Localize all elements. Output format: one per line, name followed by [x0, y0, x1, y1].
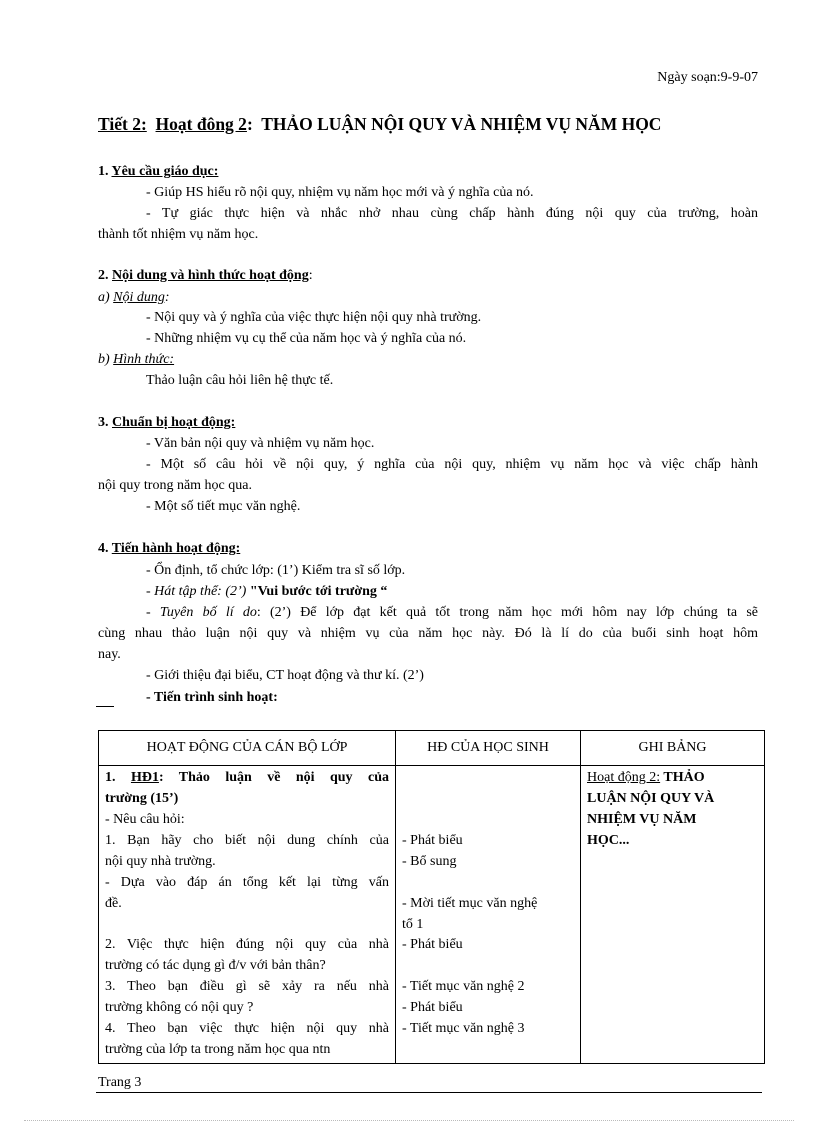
section-4-line	[146, 605, 758, 621]
cell-line: - Phát biểu	[402, 1000, 463, 1015]
section-1-line: - Giúp HS hiểu rõ nội quy, nhiệm vụ năm học mới và ý nghĩa của nó.	[146, 185, 534, 200]
section-4-line: - Ổn định, tổ chức lớp: (1’) Kiểm tra sĩ số lớp.	[146, 563, 406, 578]
cell-line	[587, 770, 705, 786]
student-activity-cell	[396, 766, 581, 1064]
table-header-row	[99, 731, 765, 766]
hd1-title: : Thảo luận về nội quy của	[158, 770, 389, 785]
reason-label: - Tuyên bố lí do	[146, 605, 257, 620]
cell-line: HỌC...	[587, 833, 630, 848]
cell-line: nội quy nhà trường.	[105, 854, 216, 869]
cell-line: - Tiết mục văn nghệ 2	[402, 979, 525, 994]
title-colon: :	[246, 114, 253, 134]
section-2b-title: Hình thức:	[113, 352, 175, 367]
cell-line: 1. Bạn hãy cho biết nội dung chính của	[105, 833, 389, 848]
activity-table	[98, 730, 765, 1064]
section-4-line	[146, 584, 387, 600]
section-2-number: 2.	[98, 268, 109, 283]
board-activity-label: Hoạt động 2:	[587, 770, 661, 785]
table-header-cell: GHI BẢNG	[581, 731, 765, 766]
section-1-heading	[98, 164, 218, 180]
reason-text: : (2’) Để lớp đạt kết quả tốt trong năm học mới hôm nay lớp chúng ta sẽ	[256, 605, 758, 620]
cell-line: - Tiết mục văn nghệ 3	[402, 1021, 525, 1036]
section-4-line: - Giới thiệu đại biểu, CT hoạt động và thư kí. (2’)	[146, 668, 424, 683]
section-4-number: 4.	[98, 541, 109, 556]
section-2a-label	[98, 290, 170, 306]
cell-line: NHIỆM VỤ NĂM	[587, 812, 697, 827]
hd1-number: 1.	[105, 770, 116, 785]
table-row	[99, 766, 765, 1064]
cell-line: trường của lớp ta trong năm học qua ntn	[105, 1042, 331, 1057]
teacher-activity-cell	[99, 766, 396, 1064]
cell-line: tổ 1	[402, 917, 424, 932]
cell-line: LUẬN NỘI QUY VÀ	[587, 791, 715, 806]
cell-line: - Mời tiết mục văn nghệ	[402, 896, 538, 911]
section-3-heading	[98, 415, 235, 431]
section-2b-label	[98, 352, 174, 368]
table-header-cell: HOẠT ĐỘNG CỦA CÁN BỘ LỚP	[99, 731, 396, 766]
section-2-heading	[98, 268, 313, 284]
section-2a-line: - Những nhiệm vụ cụ thể của năm học và ý nghĩa của nó.	[146, 331, 467, 346]
section-3-line: - Một số câu hỏi về nội quy, ý nghĩa của nội quy, nhiệm vụ năm học và việc chấp hành	[146, 457, 758, 472]
cell-line: - Phát biểu	[402, 937, 463, 952]
section-2a-prefix: a)	[98, 290, 110, 305]
song-title: "Vui bước tới trường “	[249, 584, 388, 599]
board-activity-title: THẢO	[660, 770, 705, 785]
section-2-colon: :	[308, 268, 313, 283]
margin-dash	[96, 706, 114, 707]
activity-label: Hoạt đông 2	[155, 114, 247, 134]
cell-line: - Nêu câu hỏi:	[105, 812, 185, 827]
cell-line: trường có tác dụng gì đ/v với bản thân?	[105, 958, 326, 973]
page-number: Trang 3	[98, 1075, 142, 1090]
section-1-line: - Tự giác thực hiện và nhắc nhở nhau cùng chấp hành đúng nội quy của trường, hoàn	[146, 206, 758, 221]
section-1-number: 1.	[98, 164, 109, 179]
cell-line: trường không có nội quy ?	[105, 1000, 254, 1015]
section-2a-title: Nội dung	[113, 290, 165, 305]
hd1-label: HĐ1	[130, 770, 159, 785]
cell-line: - Dựa vào đáp án tổng kết lại từng vấn	[105, 875, 389, 890]
section-3-number: 3.	[98, 415, 109, 430]
preparation-date: Ngày soạn:9-9-07	[657, 70, 758, 85]
section-4-line: - Tiến trình sinh hoạt:	[146, 690, 278, 705]
cell-line: 3. Theo bạn điều gì sẽ xảy ra nếu nhà	[105, 979, 389, 994]
section-3-line: nội quy trong năm học qua.	[98, 478, 252, 493]
section-2b-prefix: b)	[98, 352, 110, 367]
board-notes-cell	[581, 766, 765, 1064]
cell-line: - Bổ sung	[402, 854, 457, 869]
lesson-topic: THẢO LUẬN NỘI QUY VÀ NHIỆM VỤ NĂM HỌC	[261, 114, 662, 134]
section-4-title: Tiến hành hoạt động:	[111, 541, 241, 556]
group-singing-label: - Hát tập thể: (2’)	[146, 584, 250, 599]
lesson-number: Tiết 2:	[98, 114, 147, 134]
section-3-line: - Văn bản nội quy và nhiệm vụ năm học.	[146, 436, 375, 451]
section-2a-line: - Nội quy và ý nghĩa của việc thực hiện nội quy nhà trường.	[146, 310, 482, 325]
section-2a-colon: :	[164, 290, 170, 305]
section-3-line: - Một số tiết mục văn nghệ.	[146, 499, 301, 514]
section-2b-line: Thảo luận câu hỏi liên hệ thực tế.	[146, 373, 334, 388]
cell-line: 4. Theo bạn việc thực hiện nội quy nhà	[105, 1021, 389, 1036]
section-4-heading	[98, 541, 240, 557]
cell-line: trường (15’)	[105, 791, 179, 806]
footer-rule	[96, 1092, 762, 1093]
table-header-cell: HĐ CỦA HỌC SINH	[396, 731, 581, 766]
section-2-title: Nội dung và hình thức hoạt động	[112, 268, 309, 283]
lesson-title	[98, 114, 661, 135]
cell-line: 2. Việc thực hiện đúng nội quy của nhà	[105, 937, 389, 952]
section-1-line: thành tốt nhiệm vụ năm học.	[98, 227, 259, 242]
cell-line: - Phát biểu	[402, 833, 463, 848]
section-4-line: nay.	[98, 647, 121, 662]
cell-line: đề.	[105, 896, 122, 911]
section-1-title: Yêu cầu giáo dục:	[111, 164, 219, 179]
section-3-title: Chuẩn bị hoạt động:	[112, 415, 236, 430]
cell-line	[105, 770, 389, 786]
section-4-line: cùng nhau thảo luận nội quy và nhiệm vụ của năm học này. Đó là lí do của buổi sinh hoạt hôm	[98, 626, 758, 641]
page-break-rule	[24, 1120, 794, 1121]
